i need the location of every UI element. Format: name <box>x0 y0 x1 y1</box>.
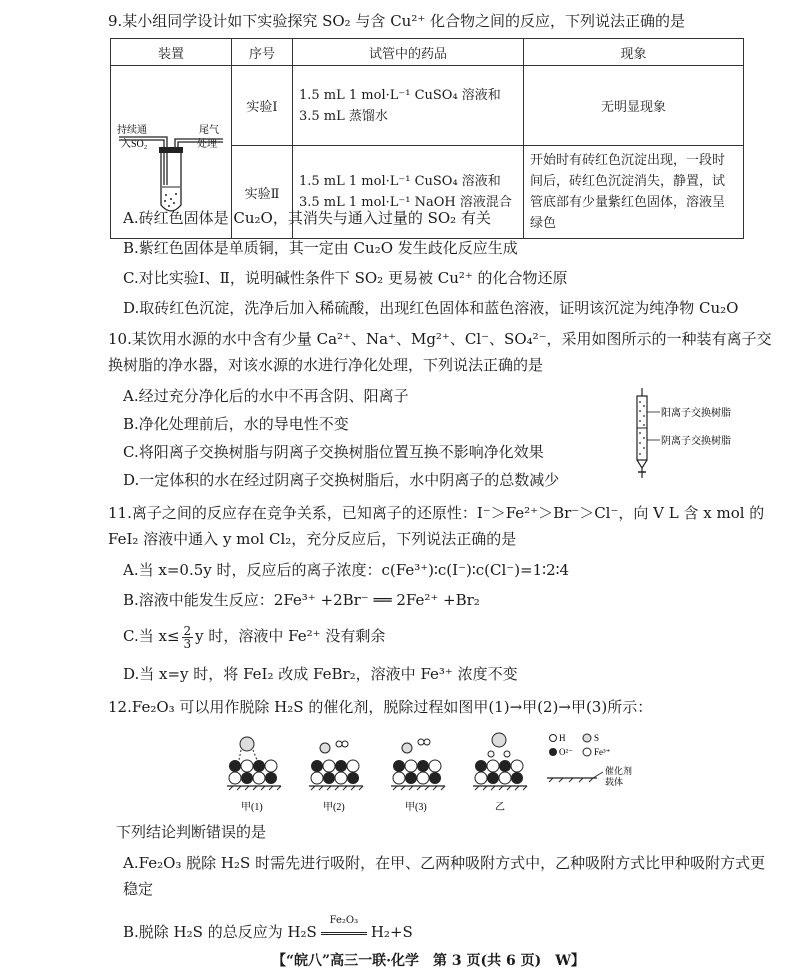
label-cation-resin: 阳离子交换树脂 <box>661 408 731 419</box>
header-number: 序号 <box>232 39 293 66</box>
header-apparatus: 装置 <box>111 39 232 66</box>
apparatus-label-left2: 入SO₂ <box>121 139 148 150</box>
legend-s: S <box>594 733 600 743</box>
q12-stem: 12.Fe₂O₃ 可以用作脱除 H₂S 的催化剂，脱除过程如图甲(1)→甲(2)→甲(3)所示： <box>108 698 653 716</box>
panel-label-4: 乙 <box>495 802 505 813</box>
panel-label-2: 甲(2) <box>323 802 345 813</box>
row1-id: 实验Ⅰ <box>232 66 293 146</box>
header-reagents: 试管中的药品 <box>293 39 524 66</box>
desulfurization-figure <box>225 726 685 820</box>
q11-option-c-pre: C.当 x≤ <box>123 627 180 645</box>
q10-option-c: C.将阳离子交换树脂与阴离子交换树脂位置互换不影响净化效果 <box>123 443 544 461</box>
q11-stem: 11.离子之间的反应存在竞争关系，已知离子的还原性：I⁻＞Fe²⁺＞Br⁻＞Cl⁻，向 V L 含 x mol 的 FeI₂ 溶液中通入 y mol Cl₂，充分反应后，下列说法正确的是 <box>108 504 765 548</box>
panel-label-1: 甲(1) <box>241 802 263 813</box>
apparatus-label-left1: 持续通 <box>117 125 147 136</box>
label-anion-resin: 阴离子交换树脂 <box>661 436 731 447</box>
catalyst-label: Fe₂O₃ <box>329 915 359 926</box>
fraction-denominator: 3 <box>183 636 192 651</box>
q10-option-d: D.一定体积的水在经过阴离子交换树脂后，水中阴离子的总数减少 <box>123 471 560 489</box>
legend-o: O²⁻ <box>559 747 573 757</box>
q12-option-a: A.Fe₂O₃ 脱除 H₂S 时需先进行吸附，在甲、乙两种吸附方式中，乙种吸附方式比甲种吸附方式更稳定 <box>123 854 766 898</box>
q10-option-b: B.净化处理前后，水的导电性不变 <box>123 415 349 433</box>
q12-option-b-pre: B.脱除 H₂S 的总反应为 H₂S <box>123 923 317 941</box>
legend-carrier-1: 催化剂 <box>605 766 633 776</box>
q9-option-a: A.砖红色固体是 Cu₂O，其消失与通入过量的 SO₂ 有关 <box>123 209 491 227</box>
q9-option-b: B.紫红色固体是单质铜，其一定由 Cu₂O 发生歧化反应生成 <box>123 239 518 257</box>
catalyst-arrow <box>319 915 369 942</box>
q11-option-d: D.当 x=y 时，将 FeI₂ 改成 FeBr₂，溶液中 Fe³⁺ 浓度不变 <box>123 665 518 683</box>
q11-option-b: B.溶液中能发生反应：2Fe³⁺ +2Br⁻ ══ 2Fe²⁺ +Br₂ <box>123 591 480 609</box>
panel-label-3: 甲(3) <box>405 802 427 813</box>
q9-stem: 9.某小组同学设计如下实验探究 SO₂ 与含 Cu²⁺ 化合物之间的反应，下列说法正确的是 <box>108 12 686 30</box>
q11-option-c <box>123 624 385 650</box>
ion-exchange-figure <box>626 388 776 480</box>
row2-reagents: 1.5 mL 1 mol·L⁻¹ CuSO₄ 溶液和 3.5 mL 1 mol·L⁻¹ NaOH 溶液混合 <box>293 146 524 239</box>
q12-sub-stem: 下列结论判断错误的是 <box>116 823 267 841</box>
row2-phenomenon: 开始时有砖红色沉淀出现，一段时间后，砖红色沉淀消失，静置，试管底部有少量紫红色固体，溶液呈绿色 <box>524 146 744 239</box>
q12-option-b <box>123 915 413 944</box>
header-phenomenon: 现象 <box>524 39 744 66</box>
apparatus-figure <box>113 75 229 225</box>
q11-option-a: A.当 x=0.5y 时，反应后的离子浓度：c(Fe³⁺)∶c(I⁻)∶c(Cl⁻)=1∶2∶4 <box>123 561 570 579</box>
legend-carrier-2: 载体 <box>605 777 624 787</box>
q11-option-c-post: y 时，溶液中 Fe²⁺ 没有剩余 <box>195 627 386 645</box>
legend-h: H <box>559 733 566 743</box>
page-footer: 【“皖八”高三一联·化学 第 3 页(共 6 页) W】 <box>272 953 585 969</box>
q10-stem: 10.某饮用水源的水中含有少量 Ca²⁺、Na⁺、Mg²⁺、Cl⁻、SO₄²⁻，采用如图所示的一种装有离子交换树脂的净水器，对该水源的水进行净化处理，下列说法正确的是 <box>108 330 772 374</box>
q9-option-d: D.取砖红色沉淀，洗净后加入稀硫酸，出现红色固体和蓝色溶液，证明该沉淀为纯净物 Cu₂O <box>123 299 739 317</box>
fraction-numerator: 2 <box>183 623 192 638</box>
q12-option-b-post: H₂+S <box>370 923 413 941</box>
apparatus-label-right2: 处理 <box>197 139 217 150</box>
row2-id: 实验Ⅱ <box>232 146 293 239</box>
apparatus-label-right1: 尾气 <box>199 125 219 136</box>
legend-fe: Fe³⁺ <box>594 747 611 757</box>
row1-phenomenon: 无明显现象 <box>524 66 744 146</box>
q10-option-a: A.经过充分净化后的水中不再含阴、阳离子 <box>123 387 409 405</box>
row1-reagents: 1.5 mL 1 mol·L⁻¹ CuSO₄ 溶液和 3.5 mL 蒸馏水 <box>293 66 524 146</box>
q9-option-c: C.对比实验Ⅰ、Ⅱ，说明碱性条件下 SO₂ 更易被 Cu²⁺ 的化合物还原 <box>123 269 568 287</box>
fraction-two-thirds <box>182 625 194 650</box>
